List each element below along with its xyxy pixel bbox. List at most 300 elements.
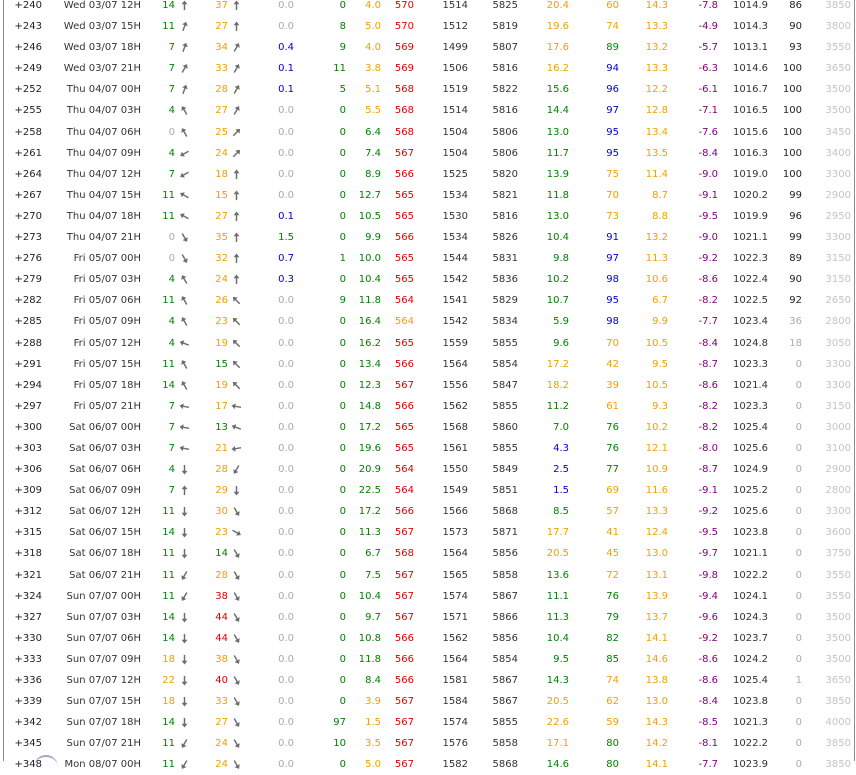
forecast-datetime: Thu 04/07 15H [66,189,141,201]
wind-direction-icon [179,675,190,686]
pressure: 1021.3 [733,717,768,729]
table-row [4,311,854,332]
forecast-hour: +279 [14,274,42,286]
forecast-datetime: Thu 04/07 09H [66,147,141,159]
wind-direction-icon [179,295,190,306]
relative-humidity: 95 [606,147,619,159]
wind-direction-icon [179,633,190,644]
temperature-500: 14.3 [645,0,668,11]
temperature-500: 14.6 [645,653,668,665]
wind-speed: 11 [162,210,175,222]
wind-gust: 30 [215,506,228,518]
wind-speed: 22 [162,675,175,686]
precip-probability: 0 [339,316,346,328]
thickness: 564 [394,316,414,328]
forecast-datetime: Fri 05/07 15H [73,358,141,370]
temperature-850: 2.5 [553,464,569,476]
geopotential-500: 5858 [492,738,518,750]
thickness: 565 [394,189,414,201]
forecast-hour: +306 [14,464,42,476]
wind-direction-icon [179,169,190,180]
temperature-850: 14.3 [546,675,569,686]
relative-humidity: 41 [606,527,619,539]
temperature: 6.4 [365,126,381,138]
forecast-hour: +321 [14,569,42,581]
gust-direction-icon [231,464,242,475]
forecast-datetime: Sat 06/07 15H [69,527,141,539]
precip-probability: 0 [339,527,346,539]
wind-speed: 18 [162,696,175,708]
temperature-500: 14.1 [645,759,668,771]
dewpoint: -8.7 [698,358,718,370]
geopotential-500: 5807 [492,42,518,54]
wind-speed: 7 [168,421,175,433]
freezing-level: 2900 [825,464,851,476]
thickness: 565 [394,442,414,454]
pressure: 1023.8 [733,527,768,539]
dewpoint: -7.7 [698,316,718,328]
dewpoint: -6.3 [698,63,718,75]
wind-speed: 14 [162,717,175,729]
forecast-hour: +285 [14,316,42,328]
temperature-850: 16.2 [546,63,569,75]
temperature-500: 10.9 [645,464,668,476]
table-row [4,164,854,185]
relative-humidity: 42 [606,358,619,370]
temperature-850: 18.2 [546,379,569,391]
table-row [4,480,854,501]
precipitation: 0.7 [278,253,294,265]
temperature-500: 13.4 [645,126,668,138]
cloud-cover: 0 [795,379,802,391]
forecast-datetime: Sun 07/07 09H [66,653,141,665]
geopotential-850: 1584 [442,696,468,708]
dewpoint: -8.1 [698,738,718,750]
wind-direction-icon [179,190,190,201]
dewpoint: -8.4 [698,147,718,159]
freezing-level: 3500 [825,653,851,665]
freezing-level: 3450 [825,126,851,138]
thickness: 566 [394,358,414,370]
freezing-level: 3850 [825,696,851,708]
precip-probability: 0 [339,696,346,708]
cloud-cover: 90 [789,21,802,33]
wind-direction-icon [179,253,190,264]
precipitation: 1.5 [278,232,294,244]
forecast-datetime: Sun 07/07 21H [66,738,141,750]
precipitation: 0.0 [278,653,294,665]
wind-direction-icon [179,42,190,53]
forecast-hour: +336 [14,675,42,686]
temperature-850: 5.9 [553,316,569,328]
pressure: 1019.9 [733,210,768,222]
relative-humidity: 75 [606,168,619,180]
geopotential-500: 5871 [492,527,518,539]
cloud-cover: 0 [795,590,802,602]
forecast-hour: +300 [14,421,42,433]
geopotential-500: 5826 [492,232,518,244]
geopotential-500: 5860 [492,421,518,433]
freezing-level: 3300 [825,506,851,518]
forecast-datetime: Thu 04/07 21H [66,232,141,244]
wind-speed: 4 [168,105,175,117]
temperature-500: 13.0 [645,696,668,708]
cloud-cover: 0 [795,421,802,433]
table-row [4,122,854,143]
forecast-datetime: Wed 03/07 21H [63,63,141,75]
wind-direction-icon [179,0,190,11]
precip-probability: 0 [339,400,346,412]
temperature: 5.5 [365,105,381,117]
freezing-level: 3800 [825,21,851,33]
temperature: 16.4 [358,316,381,328]
forecast-hour: +255 [14,105,42,117]
wind-speed: 0 [168,253,175,265]
geopotential-850: 1564 [442,358,468,370]
dewpoint: -8.6 [698,274,718,286]
precip-probability: 0 [339,168,346,180]
wind-direction-icon [179,485,190,496]
thickness: 567 [394,569,414,581]
geopotential-850: 1562 [442,632,468,644]
precip-probability: 8 [339,21,346,33]
forecast-hour: +249 [14,63,42,75]
geopotential-500: 5856 [492,548,518,560]
wind-speed: 7 [168,485,175,497]
gust-direction-icon [231,274,242,285]
geopotential-500: 5858 [492,569,518,581]
pressure: 1023.4 [733,316,768,328]
temperature-500: 12.2 [645,84,668,96]
temperature: 10.4 [358,274,381,286]
precipitation: 0.0 [278,421,294,433]
gust-direction-icon [231,253,242,264]
geopotential-850: 1499 [442,42,468,54]
geopotential-500: 5829 [492,295,518,307]
thickness: 567 [394,696,414,708]
geopotential-500: 5855 [492,442,518,454]
temperature-500: 13.7 [645,611,668,623]
thickness: 564 [394,464,414,476]
temperature: 5.0 [365,21,381,33]
forecast-datetime: Fri 05/07 00H [73,253,141,265]
relative-humidity: 80 [606,738,619,750]
freezing-level: 2950 [825,210,851,222]
dewpoint: -5.7 [698,42,718,54]
gust-direction-icon [231,570,242,581]
wind-direction-icon [179,84,190,95]
dewpoint: -9.1 [698,485,718,497]
geopotential-500: 5822 [492,84,518,96]
precipitation: 0.3 [278,274,294,286]
freezing-level: 3150 [825,400,851,412]
wind-direction-icon [179,654,190,665]
gust-direction-icon [231,316,242,327]
wind-speed: 14 [162,0,175,11]
wind-direction-icon [179,422,190,433]
temperature: 16.2 [358,337,381,349]
temperature-850: 11.2 [546,400,569,412]
freezing-level: 2800 [825,485,851,497]
thickness: 567 [394,759,414,771]
dewpoint: -8.2 [698,295,718,307]
cloud-cover: 0 [795,611,802,623]
wind-gust: 25 [215,126,228,138]
cloud-cover: 0 [795,548,802,560]
temperature-850: 19.6 [546,21,569,33]
geopotential-500: 5854 [492,653,518,665]
geopotential-850: 1564 [442,653,468,665]
wind-direction-icon [179,63,190,74]
gust-direction-icon [231,63,242,74]
thickness: 570 [394,21,414,33]
geopotential-850: 1549 [442,485,468,497]
thickness: 565 [394,421,414,433]
wind-speed: 7 [168,42,175,54]
forecast-hour: +324 [14,590,42,602]
forecast-hour: +270 [14,210,42,222]
geopotential-500: 5868 [492,506,518,518]
forecast-table-panel [3,0,855,771]
wind-gust: 27 [215,105,228,117]
temperature-500: 10.5 [645,379,668,391]
relative-humidity: 98 [606,274,619,286]
pressure: 1025.4 [733,675,768,686]
precipitation: 0.0 [278,442,294,454]
geopotential-850: 1574 [442,590,468,602]
pressure: 1025.4 [733,421,768,433]
thickness: 569 [394,63,414,75]
precipitation: 0.0 [278,548,294,560]
thickness: 567 [394,590,414,602]
pressure: 1016.3 [733,147,768,159]
geopotential-850: 1573 [442,527,468,539]
wind-direction-icon [179,443,190,454]
precip-probability: 0 [339,421,346,433]
geopotential-850: 1525 [442,168,468,180]
wind-direction-icon [179,211,190,222]
geopotential-500: 5806 [492,126,518,138]
precip-probability: 0 [339,506,346,518]
wind-gust: 33 [215,696,228,708]
wind-gust: 24 [215,274,228,286]
temperature: 12.7 [358,189,381,201]
relative-humidity: 77 [606,464,619,476]
forecast-datetime: Thu 04/07 00H [66,84,141,96]
thickness: 568 [394,126,414,138]
temperature-500: 10.5 [645,337,668,349]
temperature-850: 14.6 [546,759,569,771]
geopotential-850: 1576 [442,738,468,750]
temperature-500: 11.3 [645,253,668,265]
gust-direction-icon [231,211,242,222]
forecast-datetime: Thu 04/07 12H [66,168,141,180]
precip-probability: 10 [333,738,346,750]
table-row [4,396,854,417]
geopotential-850: 1534 [442,189,468,201]
relative-humidity: 82 [606,632,619,644]
temperature: 10.4 [358,590,381,602]
temperature-850: 17.1 [546,738,569,750]
gust-direction-icon [231,380,242,391]
precip-probability: 0 [339,0,346,11]
wind-speed: 7 [168,168,175,180]
precip-probability: 0 [339,759,346,771]
thickness: 565 [394,210,414,222]
temperature: 5.0 [365,759,381,771]
temperature-850: 11.7 [546,147,569,159]
relative-humidity: 70 [606,337,619,349]
pressure: 1023.8 [733,696,768,708]
geopotential-850: 1561 [442,442,468,454]
precip-probability: 0 [339,548,346,560]
dewpoint: -8.0 [698,442,718,454]
cloud-cover: 0 [795,653,802,665]
pressure: 1025.6 [733,442,768,454]
wind-speed: 7 [168,442,175,454]
forecast-hour: +309 [14,485,42,497]
pressure: 1022.3 [733,253,768,265]
temperature-500: 14.3 [645,717,668,729]
geopotential-850: 1571 [442,611,468,623]
wind-direction-icon [179,548,190,559]
precip-probability: 0 [339,485,346,497]
freezing-level: 3150 [825,274,851,286]
wind-speed: 11 [162,759,175,771]
pressure: 1021.1 [733,548,768,560]
pressure: 1016.5 [733,105,768,117]
forecast-hour: +333 [14,653,42,665]
gust-direction-icon [231,21,242,32]
temperature: 5.1 [365,84,381,96]
temperature: 12.3 [358,379,381,391]
relative-humidity: 80 [606,759,619,771]
geopotential-500: 5816 [492,63,518,75]
gust-direction-icon [231,190,242,201]
precipitation: 0.1 [278,210,294,222]
temperature-500: 13.8 [645,675,668,686]
gust-direction-icon [231,654,242,665]
wind-direction-icon [179,21,190,32]
temperature: 11.8 [358,653,381,665]
temperature-850: 10.4 [546,232,569,244]
precipitation: 0.0 [278,21,294,33]
precip-probability: 9 [339,295,346,307]
table-row [4,79,854,100]
freezing-level: 3500 [825,105,851,117]
wind-direction-icon [179,127,190,138]
geopotential-850: 1504 [442,126,468,138]
wind-gust: 23 [215,316,228,328]
precipitation: 0.0 [278,316,294,328]
thickness: 566 [394,168,414,180]
temperature: 11.8 [358,295,381,307]
temperature: 1.5 [365,717,381,729]
pressure: 1024.1 [733,590,768,602]
wind-direction-icon [179,274,190,285]
precipitation: 0.0 [278,675,294,686]
thickness: 567 [394,717,414,729]
dewpoint: -7.6 [698,126,718,138]
temperature: 7.5 [365,569,381,581]
thickness: 570 [394,0,414,11]
geopotential-850: 1550 [442,464,468,476]
temperature-850: 9.6 [553,337,569,349]
gust-direction-icon [231,485,242,496]
temperature: 9.7 [365,611,381,623]
pressure: 1022.5 [733,295,768,307]
relative-humidity: 57 [606,506,619,518]
thickness: 567 [394,738,414,750]
freezing-level: 3300 [825,379,851,391]
geopotential-500: 5867 [492,675,518,686]
geopotential-500: 5825 [492,0,518,11]
wind-gust: 32 [215,253,228,265]
forecast-hour: +282 [14,295,42,307]
dewpoint: -9.5 [698,527,718,539]
freezing-level: 3650 [825,63,851,75]
freezing-level: 3650 [825,675,851,686]
wind-speed: 14 [162,527,175,539]
wind-speed: 0 [168,232,175,244]
cloud-cover: 0 [795,696,802,708]
gust-direction-icon [231,548,242,559]
table-row [4,565,854,586]
dewpoint: -8.2 [698,421,718,433]
precipitation: 0.1 [278,63,294,75]
table-row [4,649,854,670]
dewpoint: -7.1 [698,105,718,117]
dewpoint: -7.8 [698,0,718,11]
relative-humidity: 39 [606,379,619,391]
temperature-500: 9.3 [652,400,668,412]
temperature-850: 11.3 [546,611,569,623]
freezing-level: 3600 [825,527,851,539]
precipitation: 0.0 [278,379,294,391]
temperature: 17.2 [358,506,381,518]
precipitation: 0.0 [278,717,294,729]
dewpoint: -9.0 [698,232,718,244]
temperature-850: 8.5 [553,506,569,518]
precipitation: 0.0 [278,400,294,412]
freezing-level: 3300 [825,232,851,244]
forecast-hour: +294 [14,379,42,391]
pressure: 1022.2 [733,738,768,750]
forecast-hour: +267 [14,189,42,201]
geopotential-850: 1542 [442,316,468,328]
forecast-hour: +318 [14,548,42,560]
dewpoint: -8.4 [698,337,718,349]
cloud-cover: 0 [795,738,802,750]
temperature: 14.8 [358,400,381,412]
forecast-datetime: Fri 05/07 03H [73,274,141,286]
wind-speed: 4 [168,316,175,328]
table-row [4,670,854,691]
forecast-datetime: Wed 03/07 12H [63,0,141,11]
thickness: 567 [394,379,414,391]
wind-gust: 19 [215,337,228,349]
table-row [4,37,854,58]
gust-direction-icon [231,717,242,728]
forecast-datetime: Fri 05/07 06H [73,295,141,307]
precip-probability: 0 [339,464,346,476]
cloud-cover: 100 [782,63,802,75]
precip-probability: 0 [339,611,346,623]
cloud-cover: 93 [789,42,802,54]
cloud-cover: 0 [795,400,802,412]
temperature-500: 13.1 [645,569,668,581]
geopotential-850: 1530 [442,210,468,222]
